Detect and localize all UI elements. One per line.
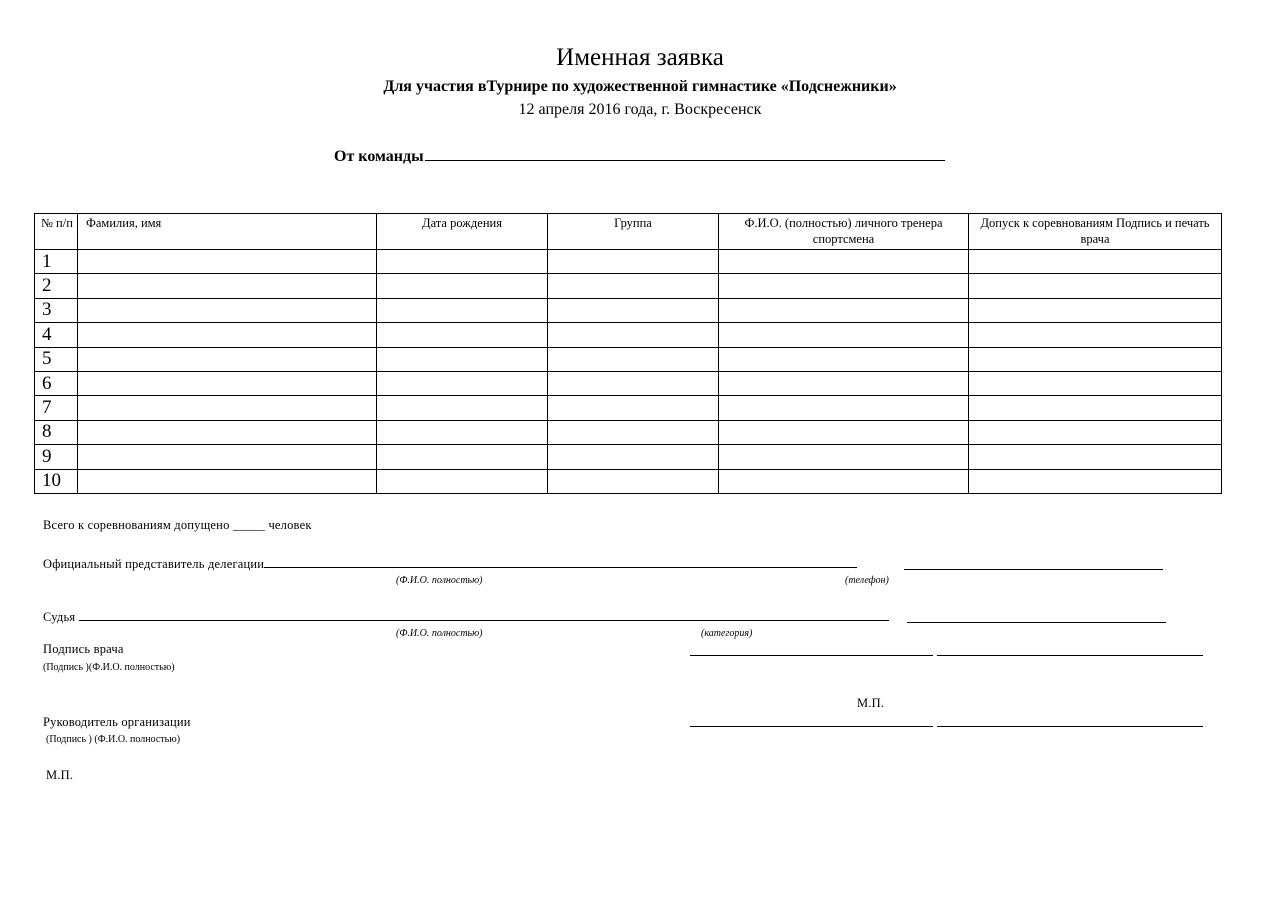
org-head-signature-input[interactable] <box>690 714 933 727</box>
name-cell[interactable] <box>78 420 377 444</box>
org-head-hint: (Подпись ) (Ф.И.О. полностью) <box>46 734 181 745</box>
row-number: 7 <box>35 396 78 420</box>
table-row <box>35 323 1222 347</box>
group-cell[interactable] <box>548 420 719 444</box>
table-row <box>35 420 1222 444</box>
header-name: Фамилия, имя <box>78 214 377 250</box>
row-number: 9 <box>35 445 78 469</box>
judge-label: Судья <box>43 610 76 624</box>
row-number: 8 <box>35 420 78 444</box>
judge-fio-input[interactable] <box>79 608 889 621</box>
table-row <box>35 298 1222 322</box>
doctor-fio-input[interactable] <box>937 643 1203 656</box>
org-head-fio-input[interactable] <box>937 714 1203 727</box>
official-rep-fio-hint: (Ф.И.О. полностью) <box>396 575 483 586</box>
name-cell[interactable] <box>78 298 377 322</box>
admission-cell[interactable] <box>969 445 1222 469</box>
header-admission: Допуск к соревнованиям Подпись и печать врача <box>969 214 1222 250</box>
header-coach: Ф.И.О. (полностью) личного тренера спортсмена <box>719 214 969 250</box>
coach-cell[interactable] <box>719 323 969 347</box>
group-cell[interactable] <box>548 298 719 322</box>
name-cell[interactable] <box>78 445 377 469</box>
total-suffix: человек <box>268 518 312 532</box>
doctor-signature-label: Подпись врача <box>43 642 124 656</box>
admission-cell[interactable] <box>969 250 1222 274</box>
team-field <box>334 146 945 166</box>
name-cell[interactable] <box>78 371 377 395</box>
admission-cell[interactable] <box>969 420 1222 444</box>
admission-cell[interactable] <box>969 396 1222 420</box>
coach-cell[interactable] <box>719 396 969 420</box>
table-row <box>35 371 1222 395</box>
coach-cell[interactable] <box>719 250 969 274</box>
admission-cell[interactable] <box>969 371 1222 395</box>
row-number: 3 <box>35 298 78 322</box>
admission-cell[interactable] <box>969 323 1222 347</box>
birth-date-cell[interactable] <box>377 469 548 493</box>
name-cell[interactable] <box>78 274 377 298</box>
doctor-signature-hint: (Подпись )(Ф.И.О. полностью) <box>43 662 175 673</box>
table-row <box>35 469 1222 493</box>
name-cell[interactable] <box>78 323 377 347</box>
table-row <box>35 347 1222 371</box>
birth-date-cell[interactable] <box>377 298 548 322</box>
group-cell[interactable] <box>548 445 719 469</box>
official-rep-label: Официальный представитель делегации <box>43 557 265 571</box>
header-group: Группа <box>548 214 719 250</box>
official-rep-line <box>43 555 857 572</box>
team-label: От команды <box>334 148 424 165</box>
table-row <box>35 445 1222 469</box>
document-subtitle: Для участия вТурнире по художественной гимнастике «Подснежники» <box>383 78 897 95</box>
birth-date-cell[interactable] <box>377 371 548 395</box>
coach-cell[interactable] <box>719 469 969 493</box>
group-cell[interactable] <box>548 323 719 347</box>
judge-line <box>43 608 889 625</box>
group-cell[interactable] <box>548 396 719 420</box>
coach-cell[interactable] <box>719 274 969 298</box>
event-date-place: 12 апреля 2016 года, г. Воскресенск <box>518 101 762 118</box>
row-number: 6 <box>35 371 78 395</box>
group-cell[interactable] <box>548 250 719 274</box>
judge-fio-hint: (Ф.И.О. полностью) <box>396 628 483 639</box>
admission-cell[interactable] <box>969 347 1222 371</box>
stamp-mark-center: М.П. <box>857 696 885 710</box>
coach-cell[interactable] <box>719 347 969 371</box>
birth-date-cell[interactable] <box>377 274 548 298</box>
admission-cell[interactable] <box>969 298 1222 322</box>
name-cell[interactable] <box>78 396 377 420</box>
total-admitted-line <box>43 518 312 533</box>
name-cell[interactable] <box>78 347 377 371</box>
group-cell[interactable] <box>548 274 719 298</box>
row-number: 5 <box>35 347 78 371</box>
group-cell[interactable] <box>548 469 719 493</box>
table-row <box>35 250 1222 274</box>
official-rep-phone-input[interactable] <box>904 557 1163 570</box>
table-row <box>35 274 1222 298</box>
official-rep-phone-hint: (телефон) <box>845 575 889 586</box>
total-prefix: Всего к соревнованиям допущено <box>43 518 230 532</box>
table-header-row <box>35 214 1222 250</box>
row-number: 4 <box>35 323 78 347</box>
name-cell[interactable] <box>78 469 377 493</box>
birth-date-cell[interactable] <box>377 250 548 274</box>
group-cell[interactable] <box>548 371 719 395</box>
total-blank[interactable]: _____ <box>232 518 266 532</box>
admission-cell[interactable] <box>969 274 1222 298</box>
judge-category-hint: (категория) <box>701 628 753 639</box>
row-number: 2 <box>35 274 78 298</box>
birth-date-cell[interactable] <box>377 420 548 444</box>
document-title: Именная заявка <box>556 44 724 71</box>
birth-date-cell[interactable] <box>377 396 548 420</box>
org-head-label: Руководитель организации <box>43 715 191 729</box>
judge-category-input[interactable] <box>907 610 1166 623</box>
name-cell[interactable] <box>78 250 377 274</box>
roster-table <box>34 213 1222 494</box>
table-row <box>35 396 1222 420</box>
header-number: № п/п <box>35 214 78 250</box>
group-cell[interactable] <box>548 347 719 371</box>
birth-date-cell[interactable] <box>377 323 548 347</box>
stamp-mark-bottom: М.П. <box>46 768 74 782</box>
doctor-signature-input[interactable] <box>690 643 933 656</box>
row-number: 1 <box>35 250 78 274</box>
coach-cell[interactable] <box>719 371 969 395</box>
birth-date-cell[interactable] <box>377 347 548 371</box>
team-input-line[interactable] <box>425 146 945 161</box>
row-number: 10 <box>35 469 78 493</box>
coach-cell[interactable] <box>719 298 969 322</box>
admission-cell[interactable] <box>969 469 1222 493</box>
coach-cell[interactable] <box>719 420 969 444</box>
official-rep-fio-input[interactable] <box>264 555 857 568</box>
birth-date-cell[interactable] <box>377 445 548 469</box>
coach-cell[interactable] <box>719 445 969 469</box>
header-birth-date: Дата рождения <box>377 214 548 250</box>
